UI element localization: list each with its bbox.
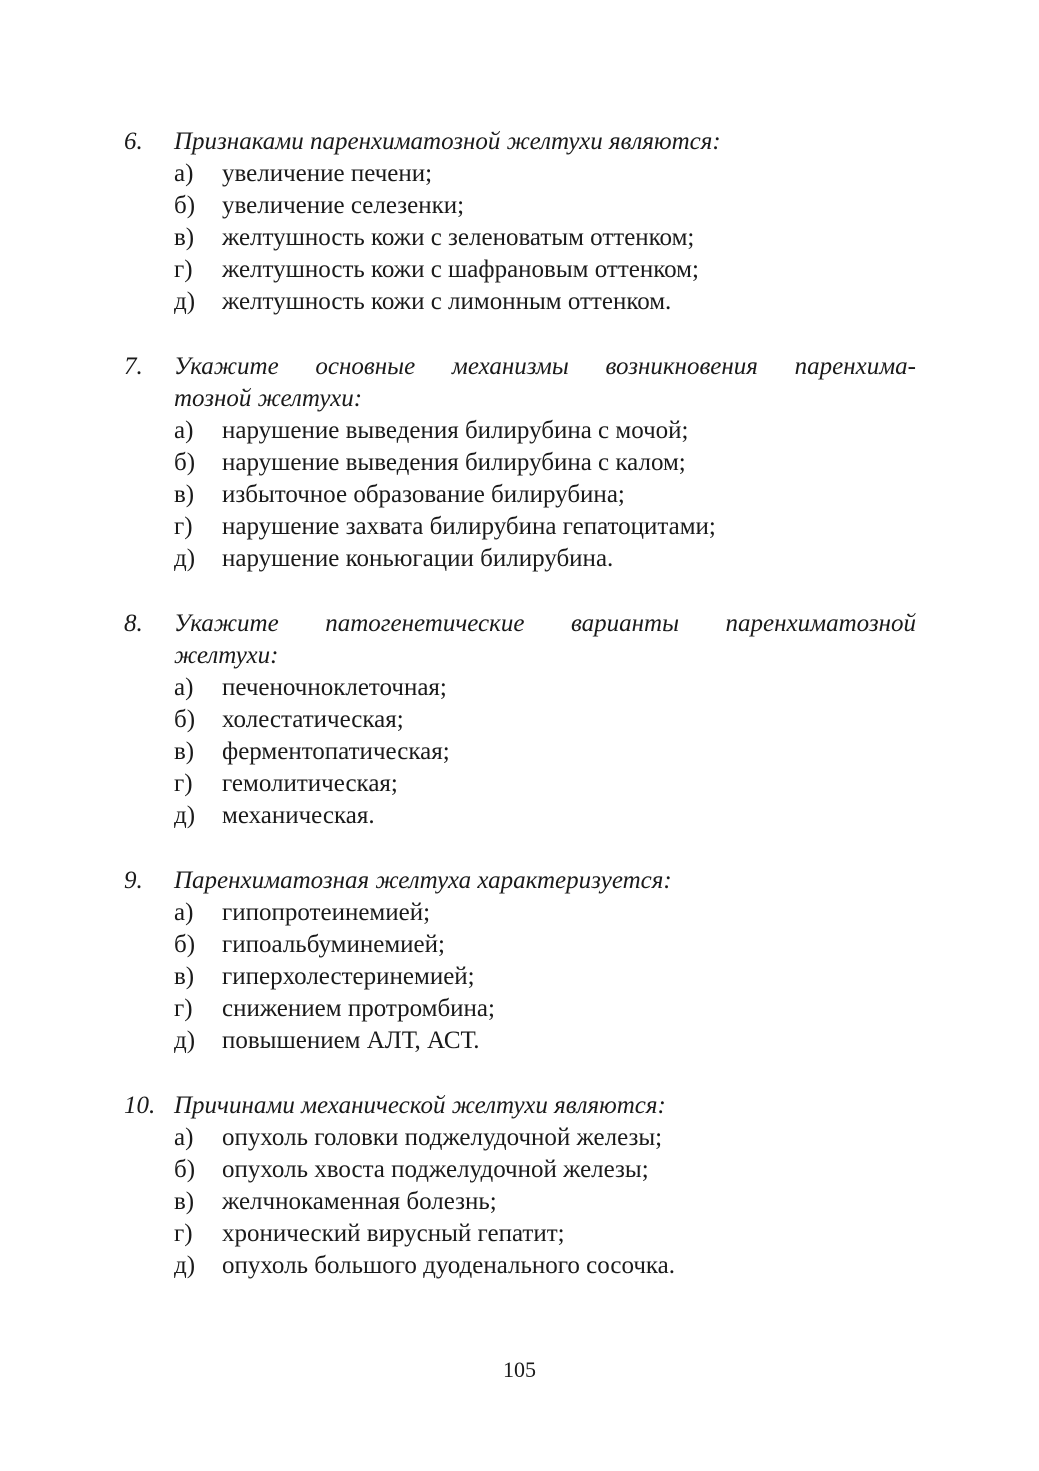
option-letter: г) [174, 1220, 193, 1247]
question-text [174, 608, 916, 672]
question-line: Признаками паренхиматозной желтухи являются: [174, 128, 721, 155]
question-heading [124, 865, 916, 897]
answer-option [124, 897, 916, 929]
answer-option [124, 479, 916, 511]
answer-options [124, 415, 916, 575]
option-text: опухоль большого дуоденального сосочка. [222, 1252, 676, 1279]
question-8 [124, 608, 916, 832]
option-letter: д) [174, 1252, 196, 1279]
option-letter: б) [174, 449, 196, 476]
question-number: 8. [124, 610, 143, 637]
option-letter: б) [174, 706, 196, 733]
question-6 [124, 126, 916, 318]
option-text: нарушение захвата билирубина гепатоцитами; [222, 513, 716, 540]
option-text: увеличение печени; [222, 160, 433, 187]
question-7 [124, 351, 916, 575]
answer-option [124, 961, 916, 993]
option-text: нарушение выведения билирубина с мочой; [222, 417, 689, 444]
question-text [174, 865, 916, 897]
answer-options [124, 897, 916, 1057]
answer-option [124, 736, 916, 768]
question-9 [124, 865, 916, 1057]
question-number: 7. [124, 353, 143, 380]
option-letter: г) [174, 995, 193, 1022]
answer-option [124, 415, 916, 447]
option-letter: д) [174, 802, 196, 829]
question-line: Укажите основные механизмы возникновения паренхима- [174, 353, 916, 380]
answer-option [124, 800, 916, 832]
option-text: желтушность кожи с лимонным оттенком. [222, 288, 672, 315]
option-text: гиперхолестеринемией; [222, 963, 475, 990]
option-letter: а) [174, 674, 194, 701]
question-line: желтухи: [174, 642, 279, 669]
option-text: гипопротеинемией; [222, 899, 431, 926]
option-letter: а) [174, 1124, 194, 1151]
question-number: 6. [124, 128, 143, 155]
option-letter: а) [174, 899, 194, 926]
option-text: хронический вирусный гепатит; [222, 1220, 565, 1247]
option-text: желчнокаменная болезнь; [222, 1188, 497, 1215]
answer-option [124, 704, 916, 736]
option-text: нарушение выведения билирубина с калом; [222, 449, 686, 476]
option-text: механическая. [222, 802, 375, 829]
answer-option [124, 254, 916, 286]
answer-option [124, 929, 916, 961]
option-letter: в) [174, 963, 195, 990]
question-heading [124, 1090, 916, 1122]
answer-option [124, 190, 916, 222]
answer-option [124, 672, 916, 704]
option-text: снижением протромбина; [222, 995, 495, 1022]
question-text [174, 126, 916, 158]
option-text: повышением АЛТ, АСТ. [222, 1027, 480, 1054]
answer-option [124, 222, 916, 254]
option-letter: в) [174, 224, 195, 251]
option-letter: в) [174, 1188, 195, 1215]
answer-option [124, 158, 916, 190]
option-letter: а) [174, 160, 194, 187]
answer-option [124, 447, 916, 479]
option-letter: г) [174, 513, 193, 540]
option-letter: б) [174, 931, 196, 958]
option-text: нарушение коньюгации билирубина. [222, 545, 614, 572]
answer-option [124, 286, 916, 318]
question-line: Паренхиматозная желтуха характеризуется: [174, 867, 672, 894]
answer-option [124, 511, 916, 543]
option-letter: в) [174, 481, 195, 508]
answer-options [124, 158, 916, 318]
option-letter: д) [174, 1027, 196, 1054]
option-text: холестатическая; [222, 706, 404, 733]
question-heading [124, 126, 916, 158]
option-letter: б) [174, 1156, 196, 1183]
answer-options [124, 1122, 916, 1282]
answer-option [124, 993, 916, 1025]
option-text: гипоальбуминемией; [222, 931, 445, 958]
option-text: желтушность кожи с зеленоватым оттенком; [222, 224, 695, 251]
option-text: опухоль головки поджелудочной железы; [222, 1124, 663, 1151]
question-line: Укажите патогенетические варианты паренхиматозной [174, 610, 916, 637]
answer-option [124, 1025, 916, 1057]
answer-option [124, 543, 916, 575]
question-number: 10. [124, 1092, 156, 1119]
option-letter: г) [174, 256, 193, 283]
answer-option [124, 1218, 916, 1250]
option-text: ферментопатическая; [222, 738, 450, 765]
option-letter: г) [174, 770, 193, 797]
option-letter: б) [174, 192, 196, 219]
answer-option [124, 768, 916, 800]
question-line: тозной желтухи: [174, 385, 363, 412]
option-letter: а) [174, 417, 194, 444]
answer-option [124, 1250, 916, 1282]
option-text: избыточное образование билирубина; [222, 481, 625, 508]
answer-option [124, 1186, 916, 1218]
question-heading [124, 351, 916, 415]
option-text: печеночноклеточная; [222, 674, 447, 701]
option-letter: в) [174, 738, 195, 765]
option-text: увеличение селезенки; [222, 192, 465, 219]
answer-option [124, 1122, 916, 1154]
option-text: гемолитическая; [222, 770, 398, 797]
question-text [174, 1090, 916, 1122]
answer-option [124, 1154, 916, 1186]
option-text: желтушность кожи с шафрановым оттенком; [222, 256, 699, 283]
option-text: опухоль хвоста поджелудочной железы; [222, 1156, 649, 1183]
page-number: 105 [503, 1357, 536, 1382]
option-letter: д) [174, 288, 196, 315]
question-text [174, 351, 916, 415]
question-heading [124, 608, 916, 672]
question-10 [124, 1090, 916, 1282]
question-number: 9. [124, 867, 143, 894]
answer-options [124, 672, 916, 832]
question-line: Причинами механической желтухи являются: [174, 1092, 666, 1119]
option-letter: д) [174, 545, 196, 572]
